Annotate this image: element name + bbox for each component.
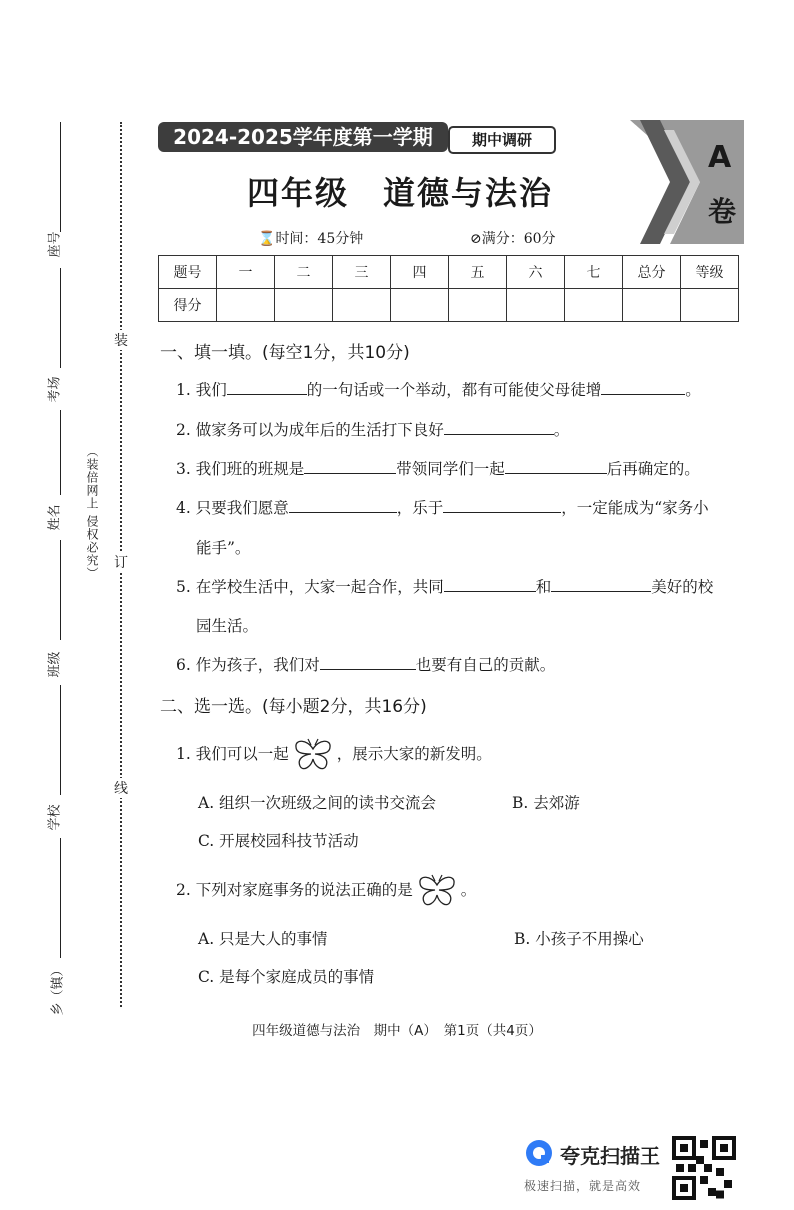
butterfly-answer-icon[interactable] [293,737,333,773]
q-text: ，乐于 [396,499,444,517]
score-table [158,255,739,322]
question-1-1 [176,378,701,400]
table-cell: 七 [565,256,623,289]
question-2-1 [176,737,492,773]
table-cell: 得分 [159,289,217,322]
q-text: 2. 下列对家庭事务的说法正确的是 [176,881,413,899]
table-cell: 总分 [623,256,681,289]
name-line [60,410,61,495]
school-label: 学校 [47,804,63,831]
q-text: 美好的校 [651,578,714,596]
scanner-logo-icon [524,1138,554,1168]
option-2-1-a[interactable]: A. 组织一次班级之间的读书交流会 [198,794,437,812]
score-cell[interactable] [391,289,449,322]
answer-blank[interactable] [443,498,561,513]
score-table-header-row [159,256,739,289]
score-cell[interactable] [275,289,333,322]
score-cell[interactable] [565,289,623,322]
score-cell[interactable] [623,289,681,322]
score-table-score-row [159,289,739,322]
question-1-5-cont: 园生活。 [196,617,259,635]
q-text: 带领同学们一起 [396,460,505,478]
score-info [470,228,556,248]
term-banner: 2024-2025学年度第一学期 [158,122,448,152]
answer-blank[interactable] [444,420,554,435]
class-label: 班级 [47,651,63,678]
table-cell: 题号 [159,256,217,289]
q-text: 。 [553,421,570,439]
q-text: 也要有自己的贡献。 [415,656,556,674]
question-1-2 [176,418,569,440]
answer-blank[interactable] [320,655,416,670]
hourglass-icon: ⌛ [258,231,276,247]
question-1-5 [176,575,713,597]
q-text: 3. 我们班的班规是 [176,460,305,478]
scanner-brand: 夸克扫描王 [560,1144,660,1168]
table-cell: 四 [391,256,449,289]
table-cell: 一 [217,256,275,289]
answer-blank[interactable] [601,380,685,395]
q-text: ，一定能成为“家务小 [561,499,709,517]
question-1-6 [176,653,555,675]
check-circle-icon: ⊘ [470,231,482,247]
answer-blank[interactable] [289,498,397,513]
answer-blank[interactable] [551,577,651,592]
option-2-2-a[interactable]: A. 只是大人的事情 [198,930,328,948]
school-line [60,685,61,795]
question-1-4-cont: 能手”。 [196,539,251,557]
question-2-2 [176,873,476,909]
q-text: 。 [685,381,701,399]
table-cell: 五 [449,256,507,289]
answer-blank[interactable] [304,459,396,474]
town-line [60,838,61,958]
q-text: 1. 我们可以一起 [176,745,289,763]
q-text: 6. 作为孩子，我们对 [176,656,320,674]
sep-xian: 线 [114,778,128,798]
answer-blank[interactable] [227,380,307,395]
q-text: ，展示大家的新发明。 [336,745,492,763]
town-label: 乡（镇） [50,963,66,1016]
sep-zhuang: 装 [114,330,128,350]
q-text: 5. 在学校生活中，大家一起合作，共同 [176,578,444,596]
scanner-slogan: 极速扫描，就是高效 [524,1179,642,1193]
table-cell: 二 [275,256,333,289]
seat-line [60,122,61,232]
exam-room-label: 考场 [47,376,63,403]
score-cell[interactable] [507,289,565,322]
page-footer: 四年级道德与法治 期中（A） 第1页（共4页） [252,1023,542,1039]
option-2-1-c[interactable]: C. 开展校园科技节活动 [198,832,359,850]
q-text: 的一句话或一个举动，都有可能使父母徒增 [306,381,602,399]
table-cell: 六 [507,256,565,289]
q-text: 2. 做家务可以为成年后的生活打下良好 [176,421,444,439]
score-cell[interactable] [217,289,275,322]
paper-letter: A [708,140,732,175]
q-text: 4. 只要我们愿意 [176,499,289,517]
copyright-note: （装倍网上 侵权必究） [85,445,99,580]
option-2-2-b[interactable]: B. 小孩子不用操心 [514,930,644,948]
table-cell: 三 [333,256,391,289]
paper-juan: 卷 [708,195,737,228]
name-label: 姓名 [47,504,63,531]
option-2-1-b[interactable]: B. 去郊游 [512,794,580,812]
sep-ding: 订 [114,552,128,572]
q-text: 和 [535,578,552,596]
full-score-text: 满分：60分 [481,231,556,247]
question-1-4 [176,496,709,518]
q-text: 。 [460,881,477,899]
option-2-2-c[interactable]: C. 是每个家庭成员的事情 [198,968,375,986]
table-cell: 等级 [681,256,739,289]
class-line [60,540,61,640]
time-info [258,228,363,248]
page-title: 四年级 道德与法治 [246,174,553,212]
score-cell[interactable] [681,289,739,322]
qr-code-icon[interactable] [672,1136,736,1200]
section2-title: 二、选一选。(每小题2分，共16分) [160,697,427,717]
score-cell[interactable] [449,289,507,322]
q-text: 后再确定的。 [606,460,700,478]
butterfly-answer-icon[interactable] [417,873,457,909]
question-1-3 [176,457,700,479]
score-cell[interactable] [333,289,391,322]
answer-blank[interactable] [444,577,536,592]
seat-label: 座号 [47,231,63,258]
q-text: 1. 我们 [176,381,227,399]
answer-blank[interactable] [505,459,607,474]
exam-room-line [60,268,61,368]
time-text: 时间：45分钟 [275,231,364,247]
midterm-tag: 期中调研 [448,126,556,154]
section1-title: 一、填一填。(每空1分，共10分) [160,343,410,363]
